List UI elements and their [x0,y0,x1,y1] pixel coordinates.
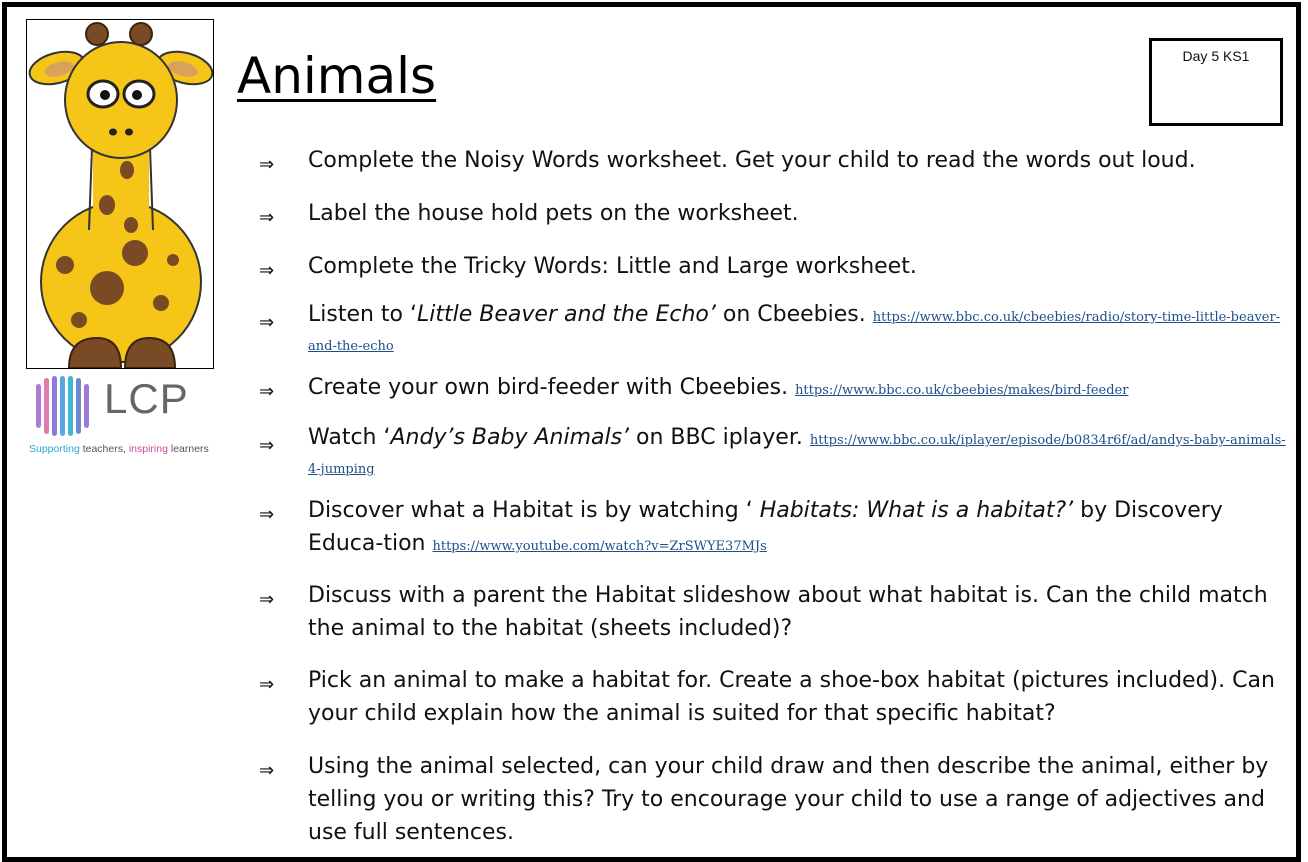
arrow-icon: ⇒ [259,381,275,402]
task-item: Using the animal selected, can your child draw and then describe the animal, either by telling you or writing this? Try to encourage your child to use a range of adjectives and use full sentences. [308,754,1269,845]
bird-feeder-link[interactable]: https://www.bbc.co.uk/cbeebies/makes/bird-feeder [795,383,1129,398]
iplayer-link[interactable]: https://www.bbc.co.uk/iplayer/episode/b0834r6f/ad/andys-baby-animals-4-jumping [308,433,1286,477]
arrow-icon: ⇒ [259,435,275,456]
arrow-icon: ⇒ [259,312,275,333]
giraffe-icon [27,20,214,369]
task-item: Complete the Noisy Words worksheet. Get your child to read the words out loud. [308,148,1196,173]
arrow-icon: ⇒ [259,207,275,228]
arrow-icon: ⇒ [259,504,275,525]
arrow-icon: ⇒ [259,154,275,175]
task-item: Discuss with a parent the Habitat slideshow about what habitat is. Can the child match the animal to the habitat (sheets included)? [308,583,1268,641]
arrow-icon: ⇒ [259,760,275,781]
arrow-icon: ⇒ [259,260,275,281]
task-item: Label the house hold pets on the worksheet. [308,201,799,226]
logo-tagline: Supporting teachers, inspiring learners [29,443,209,455]
day-label-box [1149,38,1283,126]
arrow-icon: ⇒ [259,674,275,695]
page-title: Animals [237,47,437,105]
giraffe-picture [26,19,214,369]
youtube-link[interactable]: https://www.youtube.com/watch?v=ZrSWYE37MJs [432,539,767,554]
task-item: Complete the Tricky Words: Little and Large worksheet. [308,254,917,279]
arrow-icon: ⇒ [259,589,275,610]
task-item: Listen to ‘Little Beaver and the Echo’ on Cbeebies. https://www.bbc.co.uk/cbeebies/radio/story-time-little-beaver-and-the-echo [308,302,1281,354]
task-item: Discover what a Habitat is by watching ‘ Habitats: What is a habitat?’ by Discovery Educa-tion https://www.youtube.com/watch?v=ZrSWYE37MJs [308,498,1223,556]
logo-name: LCP [104,375,189,422]
task-item: Create your own bird-feeder with Cbeebies. https://www.bbc.co.uk/cbeebies/makes/bird-feeder [308,375,1129,400]
task-item: Pick an animal to make a habitat for. Create a shoe-box habitat (pictures included). Can your child explain how the animal is suited for that specific habitat? [308,668,1275,726]
day-label: Day 5 KS1 [1182,48,1250,64]
cbeebies-radio-link[interactable]: https://www.bbc.co.uk/cbeebies/radio/story-time-little-beaver-and-the-echo [308,310,1281,354]
task-item: Watch ‘Andy’s Baby Animals’ on BBC iplayer. https://www.bbc.co.uk/iplayer/episode/b0834r6f/ad/andys-baby-animals-4-jumping [308,425,1286,477]
